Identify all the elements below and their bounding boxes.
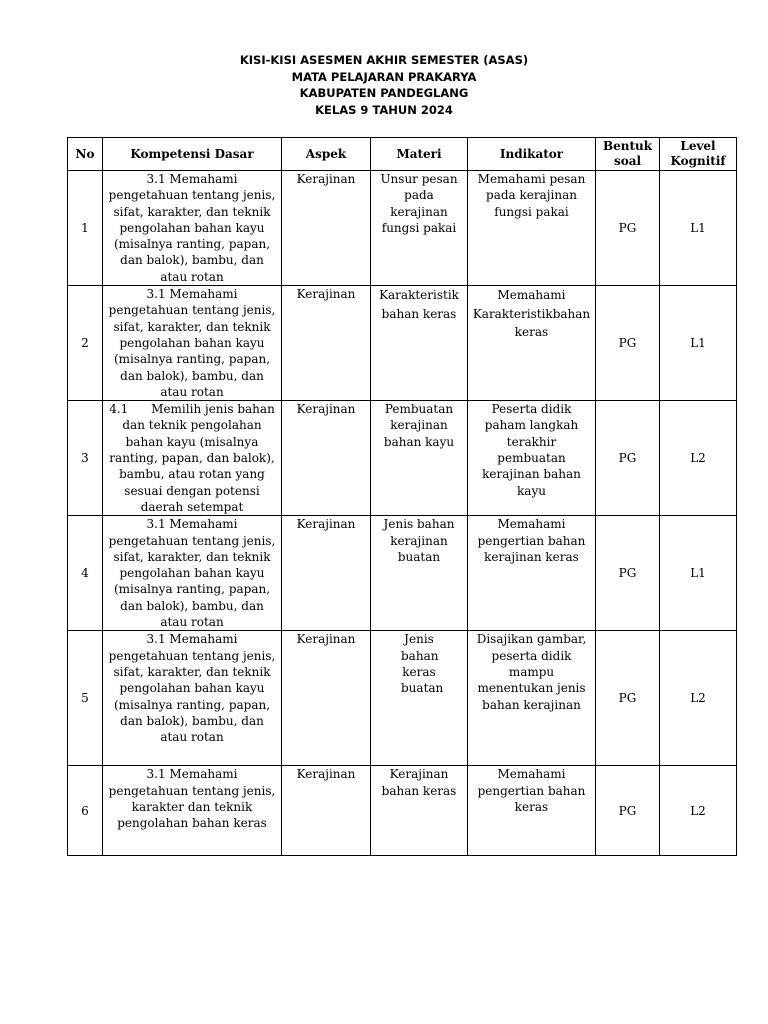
header-aspek: Aspek <box>282 138 371 171</box>
table-row <box>68 631 737 766</box>
cell-level-kognitif: L2 <box>660 631 737 766</box>
table-row <box>68 171 737 286</box>
title-line-4: KELAS 9 TAHUN 2024 <box>315 102 453 117</box>
cell-kompetensi: 3.1 Memahami pengetahuan tentang jenis, karakter dan teknik pengolahan bahan keras <box>103 766 282 856</box>
cell-materi: Jenis bahan kerajinan buatan <box>371 516 468 631</box>
cell-indikator: Memahami pengertian bahan keras <box>468 766 596 856</box>
cell-kompetensi: 3.1 Memahami pengetahuan tentang jenis, sifat, karakter, dan teknik pengolahan bahan kayu (misalnya ranting, papan, dan balok), bambu, dan atau rotan <box>103 516 282 631</box>
title-line-3: KABUPATEN PANDEGLANG <box>299 86 469 100</box>
cell-bentuk-soal: PG <box>596 171 660 286</box>
title-line-1: KISI-KISI ASESMEN AKHIR SEMESTER (ASAS) <box>239 53 529 67</box>
kisi-kisi-table <box>67 137 737 856</box>
header-level-kognitif: Level Kognitif <box>660 138 737 171</box>
cell-aspek: Kerajinan <box>282 286 371 401</box>
cell-indikator: Peserta didik paham langkah terakhir pembuatan kerajinan bahan kayu <box>468 401 596 516</box>
document-title <box>0 52 768 118</box>
cell-aspek: Kerajinan <box>282 631 371 766</box>
cell-kompetensi: 3.1 Memahami pengetahuan tentang jenis, sifat, karakter, dan teknik pengolahan bahan kayu (misalnya ranting, papan, dan balok), bambu, dan atau rotan <box>103 631 282 766</box>
header-bentuk-soal: Bentuk soal <box>596 138 660 171</box>
cell-materi: Kerajinan bahan keras <box>371 766 468 856</box>
cell-bentuk-soal: PG <box>596 766 660 856</box>
table-header-row <box>68 138 737 171</box>
cell-materi <box>371 631 468 766</box>
cell-aspek: Kerajinan <box>282 516 371 631</box>
cell-aspek: Kerajinan <box>282 171 371 286</box>
cell-no: 5 <box>68 631 103 766</box>
cell-level-kognitif: L1 <box>660 286 737 401</box>
table-row <box>68 766 737 856</box>
header-kompetensi-dasar: Kompetensi Dasar <box>103 138 282 171</box>
materi-text: Jenis bahan keras buatan <box>401 632 444 696</box>
cell-no: 3 <box>68 401 103 516</box>
cell-indikator: Disajikan gambar, peserta didik mampu menentukan jenis bahan kerajinan <box>468 631 596 766</box>
cell-level-kognitif: L1 <box>660 516 737 631</box>
cell-aspek: Kerajinan <box>282 401 371 516</box>
cell-materi: Pembuatan kerajinan bahan kayu <box>371 401 468 516</box>
cell-indikator: Memahami pesan pada kerajinan fungsi pakai <box>468 171 596 286</box>
cell-bentuk-soal: PG <box>596 631 660 766</box>
header-no: No <box>68 138 103 171</box>
cell-indikator: Memahami pengertian bahan kerajinan keras <box>468 516 596 631</box>
table-row <box>68 286 737 401</box>
cell-kompetensi: 3.1 Memahami pengetahuan tentang jenis, sifat, karakter, dan teknik pengolahan bahan kayu (misalnya ranting, papan, dan balok), bambu, dan atau rotan <box>103 171 282 286</box>
cell-materi: Karakteristik bahan keras <box>371 286 468 401</box>
cell-level-kognitif: L1 <box>660 171 737 286</box>
cell-no: 2 <box>68 286 103 401</box>
table-row <box>68 401 737 516</box>
cell-materi: Unsur pesan pada kerajinan fungsi pakai <box>371 171 468 286</box>
cell-kompetensi: 4.1 Memilih jenis bahan dan teknik pengolahan bahan kayu (misalnya ranting, papan, dan balok), bambu, atau rotan yang sesuai dengan potensi daerah setempat <box>103 401 282 516</box>
header-materi: Materi <box>371 138 468 171</box>
cell-level-kognitif: L2 <box>660 766 737 856</box>
cell-bentuk-soal: PG <box>596 516 660 631</box>
cell-aspek: Kerajinan <box>282 766 371 856</box>
cell-indikator: Memahami Karakteristikbahan keras <box>468 286 596 401</box>
header-indikator: Indikator <box>468 138 596 171</box>
cell-no: 4 <box>68 516 103 631</box>
cell-level-kognitif: L2 <box>660 401 737 516</box>
cell-bentuk-soal: PG <box>596 286 660 401</box>
cell-no: 6 <box>68 766 103 856</box>
cell-no: 1 <box>68 171 103 286</box>
cell-bentuk-soal: PG <box>596 401 660 516</box>
title-line-2: MATA PELAJARAN PRAKARYA <box>291 69 477 84</box>
table-row <box>68 516 737 631</box>
cell-kompetensi: 3.1 Memahami pengetahuan tentang jenis, sifat, karakter, dan teknik pengolahan bahan kayu (misalnya ranting, papan, dan balok), bambu, dan atau rotan <box>103 286 282 401</box>
